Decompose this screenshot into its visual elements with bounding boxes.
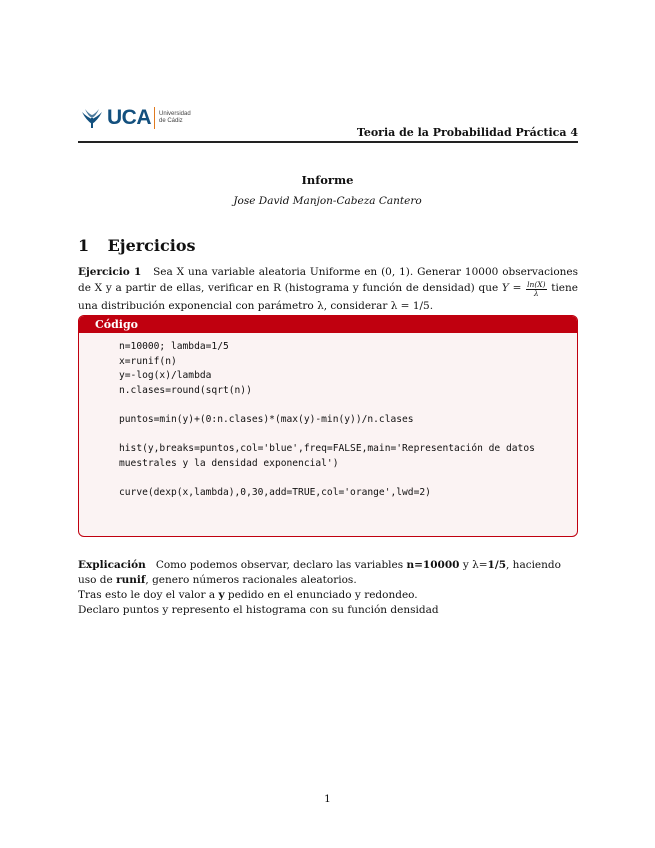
code-block bbox=[119, 340, 535, 501]
logo-subtitle: Universidad de Cádiz bbox=[159, 111, 191, 124]
logo-divider bbox=[154, 107, 155, 129]
code-box-title: Código bbox=[79, 316, 577, 333]
page-number: 1 bbox=[324, 793, 331, 805]
code-line bbox=[119, 398, 535, 413]
uca-emblem-icon bbox=[80, 106, 104, 130]
formula-fraction: $\frac{\ln(X)}{\lambda}$ bbox=[527, 280, 546, 298]
code-line: muestrales y la densidad exponencial') bbox=[119, 457, 339, 469]
exercise-label: Ejercicio 1 bbox=[78, 266, 142, 278]
explanation bbox=[78, 558, 578, 618]
formula-lhs: Y = bbox=[501, 282, 522, 294]
code-line: hist(y,breaks=puntos,col='blue',freq=FALSE,main='Representación de datos bbox=[119, 443, 535, 455]
code-line: y=-log(x)/lambda bbox=[119, 370, 212, 382]
code-line: curve(dexp(x,lambda),0,30,add=TRUE,col='orange',lwd=2) bbox=[119, 486, 431, 498]
exercise-text-b: tiene una distribución exponencial con parámetro λ, considerar λ = 1/5. bbox=[78, 282, 579, 312]
section-title: Ejercicios bbox=[107, 236, 196, 255]
section-number: 1 bbox=[78, 236, 90, 255]
running-header-title: Teoria de la Probabilidad Práctica 4 bbox=[356, 126, 578, 139]
exercise-text-a: Sea X una variable aleatoria Uniforme en (0, 1). Generar 10000 observaciones de X y a partir de ellas, verificar en R (histograma y función de densidad) que bbox=[78, 266, 579, 294]
logo-wordmark: UCA bbox=[107, 106, 151, 129]
explanation-paragraph-3: Declaro puntos y represento el histograma con su función densidad bbox=[78, 604, 439, 616]
explanation-paragraph-1: Explicación Como podemos observar, declaro las variables n=10000 y λ=1/5, haciendo uso de runif, genero números racionales aleatorios. bbox=[78, 559, 561, 586]
page-header bbox=[78, 104, 578, 144]
code-line: puntos=min(y)+(0:n.clases)*(max(y)-min(y))/n.clases bbox=[119, 413, 414, 425]
section-heading bbox=[78, 236, 196, 255]
code-line: n.clases=round(sqrt(n)) bbox=[119, 384, 252, 396]
header-rule bbox=[78, 141, 578, 143]
code-line: n=10000; lambda=1/5 bbox=[119, 341, 229, 352]
report-title: Informe bbox=[301, 173, 354, 187]
exercise-statement bbox=[78, 264, 578, 314]
code-box bbox=[78, 315, 578, 537]
code-line: x=runif(n) bbox=[119, 355, 177, 367]
explanation-paragraph-2: Tras esto le doy el valor a y pedido en el enunciado y redondeo. bbox=[78, 589, 418, 601]
university-logo bbox=[80, 106, 191, 130]
code-line bbox=[119, 428, 535, 443]
report-author: Jose David Manjon-Cabeza Cantero bbox=[233, 195, 422, 207]
explanation-label: Explicación bbox=[78, 559, 146, 571]
code-line bbox=[119, 471, 535, 486]
